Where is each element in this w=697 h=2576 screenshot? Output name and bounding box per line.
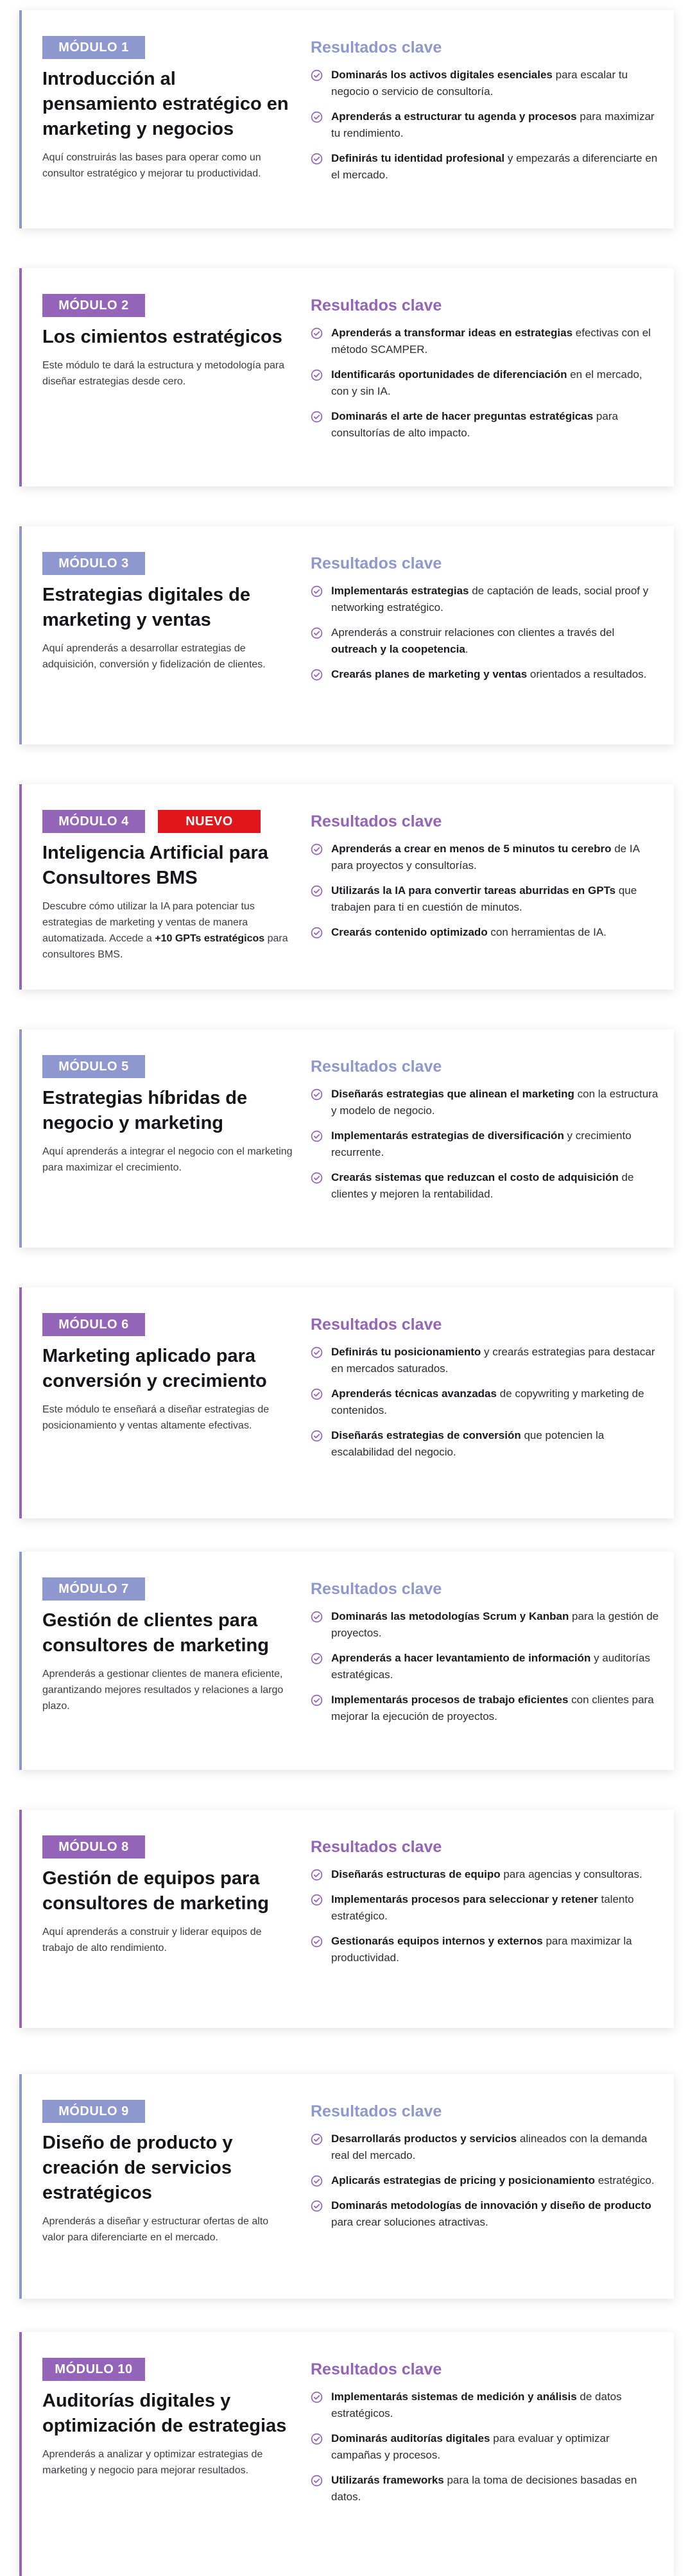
- result-item: [311, 1128, 662, 1161]
- result-item: [311, 1386, 662, 1419]
- check-circle-icon: [311, 1936, 323, 1948]
- emphasis-text: Definirás tu posicionamiento: [331, 1346, 481, 1358]
- module-description: [42, 640, 293, 673]
- module-title: Los cimientos estratégicos: [42, 327, 282, 347]
- results-heading: Resultados clave: [311, 39, 442, 56]
- module-title: Marketing aplicado para conversión y crecimiento: [42, 1346, 267, 1391]
- result-item: [311, 325, 662, 358]
- result-item: [311, 150, 662, 184]
- result-item: [311, 1650, 662, 1683]
- results-heading: Resultados clave: [311, 296, 442, 314]
- emphasis-text: Diseñarás estrategias que alinean el marketing: [331, 1088, 574, 1100]
- emphasis-text: Dominarás el arte de hacer preguntas estratégicas: [331, 410, 594, 422]
- result-item: [311, 408, 662, 442]
- text-run: para consultores BMS.: [42, 933, 288, 960]
- results-list: [311, 1086, 662, 1203]
- text-run: de captación de leads, social proof y networking estratégico.: [331, 585, 649, 614]
- module-title: Auditorías digitales y optimización de estrategias: [42, 2391, 287, 2436]
- module-intro: [42, 2358, 293, 2478]
- module-title: Inteligencia Artificial para Consultores BMS: [42, 843, 268, 888]
- check-circle-icon: [311, 1430, 323, 1442]
- text-run: y crecimiento recurrente.: [331, 1129, 632, 1158]
- module-badge: MÓDULO 9: [42, 2100, 145, 2123]
- text-run: efectivas con el método SCAMPER.: [331, 327, 651, 356]
- text-run: de IA para proyectos y consultorías.: [331, 843, 639, 872]
- module-results: [311, 1579, 662, 1733]
- text-run: con herramientas de IA.: [487, 926, 607, 938]
- emphasis-text: Definirás tu identidad profesional: [331, 152, 505, 164]
- module-intro: [42, 2100, 293, 2245]
- text-run: para escalar tu negocio o servicio de consultoría.: [331, 69, 628, 98]
- check-circle-icon: [311, 1130, 323, 1142]
- text-run: y crearás estrategias para destacar en mercados saturados.: [331, 1346, 655, 1375]
- text-run: .: [465, 643, 469, 655]
- text-run: Descubre cómo utilizar la IA para potenciar tus estrategias de marketing y ventas de manera automatizada. Accede a: [42, 901, 255, 944]
- results-list: [311, 841, 662, 941]
- text-run: para agencias y consultoras.: [500, 1868, 642, 1880]
- module-description: [42, 898, 293, 963]
- results-heading: Resultados clave: [311, 2360, 442, 2378]
- check-circle-icon: [311, 2133, 323, 2145]
- module-badge: MÓDULO 7: [42, 1577, 145, 1601]
- text-run: Aquí aprenderás a integrar el negocio con el marketing para maximizar el crecimiento.: [42, 1146, 293, 1173]
- results-heading: Resultados clave: [311, 1580, 442, 1598]
- text-run: alineados con la demanda real del mercado.: [331, 2133, 648, 2161]
- check-circle-icon: [311, 585, 323, 597]
- result-item: [311, 1933, 662, 1966]
- module-badges: [42, 810, 293, 833]
- result-item: [311, 366, 662, 400]
- results-list: [311, 325, 662, 442]
- module-badge: MÓDULO 3: [42, 552, 145, 575]
- module-description: [42, 2213, 293, 2245]
- module-card-6: [19, 1287, 674, 1518]
- module-card-10: [19, 2332, 674, 2576]
- result-text: [331, 1429, 604, 1458]
- module-badges: [42, 552, 293, 575]
- text-run: de datos estratégicos.: [331, 2391, 622, 2419]
- result-text: [331, 2174, 655, 2186]
- result-text: [331, 152, 657, 181]
- module-badges: [42, 2100, 293, 2123]
- module-badge: MÓDULO 8: [42, 1835, 145, 1859]
- module-intro: [42, 1577, 293, 1714]
- result-text: [331, 2199, 651, 2228]
- text-run: Aquí construirás las bases para operar como un consultor estratégico y mejorar tu productividad.: [42, 152, 261, 179]
- module-results: [311, 2101, 662, 2239]
- emphasis-text: Aprenderás a transformar ideas en estrategias: [331, 327, 573, 339]
- check-circle-icon: [311, 2391, 323, 2403]
- module-intro: [42, 552, 293, 673]
- result-text: [331, 884, 637, 913]
- text-run: Este módulo te dará la estructura y metodología para diseñar estrategias desde cero.: [42, 360, 285, 387]
- result-text: [331, 1346, 655, 1375]
- result-item: [311, 1692, 662, 1725]
- result-item: [311, 2472, 662, 2505]
- text-run: para la gestión de proyectos.: [331, 1610, 659, 1639]
- emphasis-text: Implementarás estrategias: [331, 585, 469, 597]
- check-circle-icon: [311, 2175, 323, 2187]
- module-card-4: [19, 784, 674, 990]
- module-results: [311, 811, 662, 949]
- module-description: [42, 1666, 293, 1714]
- module-intro: [42, 810, 293, 963]
- check-circle-icon: [311, 927, 323, 939]
- emphasis-text: Dominarás auditorías digitales: [331, 2432, 490, 2444]
- module-badges: [42, 1835, 293, 1859]
- text-run: con clientes para mejorar la ejecución de proyectos.: [331, 1694, 654, 1722]
- results-heading: Resultados clave: [311, 1058, 442, 1076]
- text-run: y empezarás a diferenciarte en el mercado.: [331, 152, 658, 181]
- result-item: [311, 1344, 662, 1377]
- result-text: [331, 585, 648, 614]
- check-circle-icon: [311, 153, 323, 165]
- check-circle-icon: [311, 1346, 323, 1359]
- module-intro: [42, 294, 293, 390]
- text-run: para la toma de decisiones basadas en datos.: [331, 2474, 637, 2503]
- results-heading: Resultados clave: [311, 1316, 442, 1334]
- module-description: [42, 1924, 293, 1956]
- check-circle-icon: [311, 1611, 323, 1623]
- result-item: [311, 2131, 662, 2164]
- result-text: [331, 2474, 637, 2503]
- emphasis-text: Identificarás oportunidades de diferenciación: [331, 368, 567, 381]
- check-circle-icon: [311, 69, 323, 82]
- module-card-3: [19, 526, 674, 744]
- module-badge: MÓDULO 1: [42, 36, 145, 59]
- results-heading: Resultados clave: [311, 1838, 442, 1856]
- emphasis-text: Aprenderás a hacer levantamiento de información: [331, 1652, 591, 1664]
- module-card-9: [19, 2074, 674, 2299]
- result-text: [331, 2133, 647, 2161]
- emphasis-text: Desarrollarás productos y servicios: [331, 2133, 517, 2145]
- emphasis-text: Implementarás procesos para seleccionar y retener: [331, 1893, 598, 1905]
- module-badge: MÓDULO 6: [42, 1313, 145, 1336]
- module-description: [42, 1144, 293, 1176]
- emphasis-text: Utilizarás la IA para convertir tareas aburridas en GPTs: [331, 884, 616, 897]
- text-run: para evaluar y optimizar campañas y procesos.: [331, 2432, 610, 2461]
- check-circle-icon: [311, 669, 323, 681]
- text-run: Aprenderás a gestionar clientes de manera eficiente, garantizando mejores resultados y relaciones a largo plazo.: [42, 1669, 284, 1712]
- result-item: [311, 624, 662, 658]
- module-results: [311, 553, 662, 691]
- result-text: [331, 1868, 642, 1880]
- check-circle-icon: [311, 111, 323, 123]
- module-card-2: [19, 268, 674, 486]
- result-text: [331, 69, 628, 98]
- emphasis-text: Diseñarás estructuras de equipo: [331, 1868, 501, 1880]
- results-heading: Resultados clave: [311, 812, 442, 830]
- module-card-8: [19, 1810, 674, 2028]
- result-item: [311, 2430, 662, 2464]
- module-intro: [42, 1055, 293, 1176]
- results-heading: Resultados clave: [311, 2102, 442, 2120]
- result-item: [311, 2389, 662, 2422]
- text-run: Aprenderás a diseñar y estructurar ofertas de alto valor para diferenciarte en el mercado.: [42, 2216, 269, 2243]
- emphasis-text: Aprenderás a crear en menos de 5 minutos tu cerebro: [331, 843, 612, 855]
- text-run: para consultorías de alto impacto.: [331, 410, 618, 439]
- module-card-5: [19, 1029, 674, 1248]
- result-item: [311, 1427, 662, 1461]
- module-description: [42, 357, 293, 390]
- check-circle-icon: [311, 2200, 323, 2212]
- results-list: [311, 1866, 662, 1966]
- module-badges: [42, 36, 293, 59]
- text-run: Aquí aprenderás a desarrollar estrategias de adquisición, conversión y fidelización de clientes.: [42, 643, 266, 670]
- module-title: Gestión de clientes para consultores de marketing: [42, 1610, 269, 1656]
- result-item: [311, 2197, 662, 2231]
- result-item: [311, 1086, 662, 1119]
- result-text: [331, 2391, 622, 2419]
- emphasis-text: outreach y la coopetencia: [331, 643, 465, 655]
- emphasis-text: Diseñarás estrategias de conversión: [331, 1429, 521, 1441]
- results-list: [311, 2131, 662, 2231]
- result-text: [331, 1171, 633, 1200]
- emphasis-text: Aplicarás estrategias de pricing y posicionamiento: [331, 2174, 595, 2186]
- results-list: [311, 2389, 662, 2505]
- text-run: para maximizar la productividad.: [331, 1935, 632, 1964]
- module-intro: [42, 1313, 293, 1434]
- result-item: [311, 882, 662, 916]
- module-description: [42, 1402, 293, 1434]
- module-intro: [42, 1835, 293, 1956]
- module-results: [311, 1837, 662, 1975]
- results-list: [311, 1608, 662, 1725]
- result-text: [331, 1387, 644, 1416]
- module-results: [311, 37, 662, 192]
- emphasis-text: +10 GPTs estratégicos: [155, 933, 265, 944]
- module-card-1: [19, 10, 674, 228]
- emphasis-text: Aprenderás a estructurar tu agenda y procesos: [331, 110, 577, 123]
- module-description: [42, 2446, 293, 2478]
- module-intro: [42, 36, 293, 182]
- text-run: Este módulo te enseñará a diseñar estrategias de posicionamiento y ventas altamente efectivas.: [42, 1404, 270, 1431]
- text-run: para crear soluciones atractivas.: [331, 2216, 488, 2228]
- text-run: que potencien la escalabilidad del negocio.: [331, 1429, 605, 1458]
- module-badges: [42, 1577, 293, 1601]
- emphasis-text: Crearás contenido optimizado: [331, 926, 488, 938]
- check-circle-icon: [311, 2433, 323, 2445]
- result-text: [331, 926, 607, 938]
- text-run: Aprenderás a analizar y optimizar estrategias de marketing y negocio para mejorar resultados.: [42, 2449, 263, 2476]
- emphasis-text: Implementarás estrategias de diversificación: [331, 1129, 564, 1142]
- text-run: que trabajen para ti en cuestión de minutos.: [331, 884, 637, 913]
- module-badges: [42, 1055, 293, 1078]
- module-badge: MÓDULO 10: [42, 2358, 145, 2381]
- result-text: [331, 1893, 634, 1922]
- module-results: [311, 2359, 662, 2514]
- check-circle-icon: [311, 843, 323, 855]
- result-item: [311, 841, 662, 874]
- text-run: Aprenderás a construir relaciones con clientes a través del: [331, 626, 615, 639]
- text-run: en el mercado, con y sin IA.: [331, 368, 642, 397]
- module-title: Estrategias híbridas de negocio y marketing: [42, 1088, 248, 1133]
- module-badge: MÓDULO 2: [42, 294, 145, 317]
- module-results: [311, 295, 662, 450]
- text-run: de copywriting y marketing de contenidos.: [331, 1387, 644, 1416]
- check-circle-icon: [311, 1088, 323, 1101]
- result-text: [331, 1652, 650, 1681]
- text-run: con la estructura y modelo de negocio.: [331, 1088, 658, 1117]
- emphasis-text: Implementarás sistemas de medición y análisis: [331, 2391, 577, 2403]
- emphasis-text: Dominarás las metodologías Scrum y Kanban: [331, 1610, 569, 1622]
- module-badges: [42, 294, 293, 317]
- check-circle-icon: [311, 627, 323, 639]
- results-list: [311, 67, 662, 184]
- result-text: [331, 668, 646, 680]
- result-item: [311, 1891, 662, 1925]
- module-badges: [42, 1313, 293, 1336]
- text-run: talento estratégico.: [331, 1893, 634, 1922]
- emphasis-text: Dominarás los activos digitales esenciales: [331, 69, 553, 81]
- module-card-7: [19, 1552, 674, 1770]
- result-item: [311, 583, 662, 616]
- module-badge: MÓDULO 5: [42, 1055, 145, 1078]
- check-circle-icon: [311, 327, 323, 339]
- check-circle-icon: [311, 1894, 323, 1906]
- result-item: [311, 108, 662, 142]
- results-list: [311, 1344, 662, 1461]
- check-circle-icon: [311, 1869, 323, 1881]
- new-badge: NUEVO: [158, 810, 261, 833]
- module-results: [311, 1314, 662, 1469]
- result-text: [331, 110, 655, 139]
- emphasis-text: Crearás sistemas que reduzcan el costo de adquisición: [331, 1171, 619, 1183]
- results-heading: Resultados clave: [311, 554, 442, 572]
- check-circle-icon: [311, 1653, 323, 1665]
- result-text: [331, 410, 618, 439]
- result-item: [311, 2172, 662, 2189]
- result-item: [311, 67, 662, 100]
- emphasis-text: Dominarás metodologías de innovación y diseño de producto: [331, 2199, 651, 2211]
- module-description: [42, 150, 293, 182]
- result-text: [331, 843, 639, 872]
- result-text: [331, 1694, 654, 1722]
- result-item: [311, 666, 662, 683]
- emphasis-text: Implementarás procesos de trabajo eficientes: [331, 1694, 569, 1706]
- result-item: [311, 1608, 662, 1642]
- result-text: [331, 1088, 658, 1117]
- emphasis-text: Crearás planes de marketing y ventas: [331, 668, 528, 680]
- check-circle-icon: [311, 369, 323, 381]
- result-text: [331, 2432, 610, 2461]
- result-item: [311, 1169, 662, 1203]
- module-badges: [42, 2358, 293, 2381]
- result-text: [331, 1935, 632, 1964]
- check-circle-icon: [311, 1172, 323, 1184]
- results-list: [311, 583, 662, 683]
- text-run: Aquí aprenderás a construir y liderar equipos de trabajo de alto rendimiento.: [42, 1927, 262, 1953]
- check-circle-icon: [311, 885, 323, 897]
- text-run: estratégico.: [594, 2174, 655, 2186]
- result-item: [311, 924, 662, 941]
- check-circle-icon: [311, 2475, 323, 2487]
- emphasis-text: Aprenderás técnicas avanzadas: [331, 1387, 497, 1400]
- result-item: [311, 1866, 662, 1883]
- result-text: [331, 626, 614, 655]
- module-title: Gestión de equipos para consultores de marketing: [42, 1868, 269, 1914]
- text-run: de clientes y mejoren la rentabilidad.: [331, 1171, 634, 1200]
- module-results: [311, 1056, 662, 1211]
- module-badge: MÓDULO 4: [42, 810, 145, 833]
- result-text: [331, 1129, 632, 1158]
- module-title: Diseño de producto y creación de servicios estratégicos: [42, 2133, 233, 2203]
- text-run: para maximizar tu rendimiento.: [331, 110, 655, 139]
- text-run: y auditorías estratégicas.: [331, 1652, 650, 1681]
- module-title: Estrategias digitales de marketing y ventas: [42, 585, 250, 630]
- result-text: [331, 1610, 658, 1639]
- check-circle-icon: [311, 411, 323, 423]
- emphasis-text: Utilizarás frameworks: [331, 2474, 444, 2486]
- result-text: [331, 368, 642, 397]
- result-text: [331, 327, 651, 356]
- emphasis-text: Gestionarás equipos internos y externos: [331, 1935, 543, 1947]
- module-title: Introducción al pensamiento estratégico en marketing y negocios: [42, 69, 289, 139]
- check-circle-icon: [311, 1388, 323, 1400]
- check-circle-icon: [311, 1694, 323, 1706]
- text-run: orientados a resultados.: [527, 668, 647, 680]
